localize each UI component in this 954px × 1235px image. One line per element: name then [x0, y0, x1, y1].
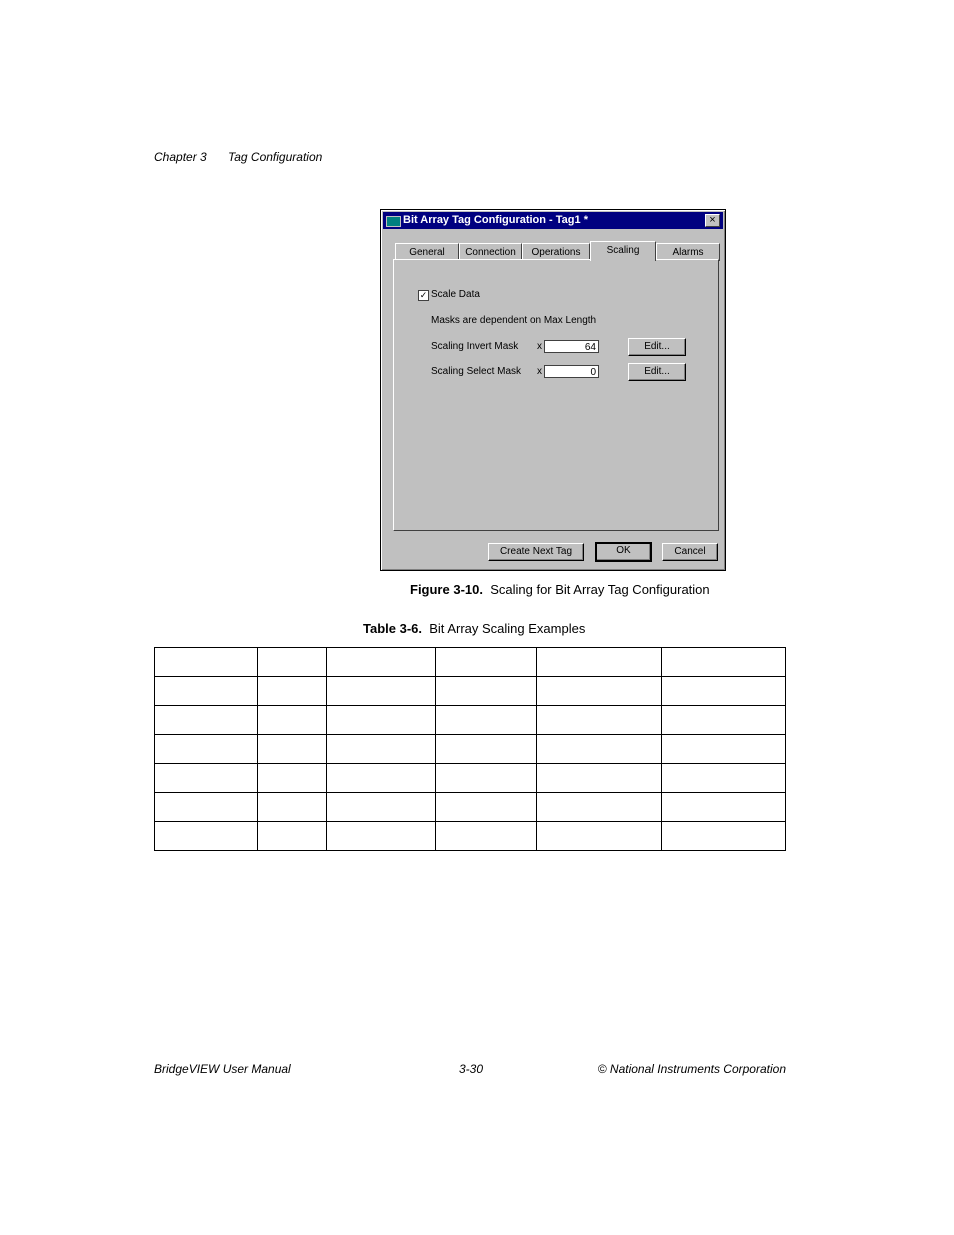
table-row	[155, 764, 786, 793]
dialog-title: Bit Array Tag Configuration - Tag1 *	[403, 214, 588, 226]
table-number: Table 3-6.	[363, 621, 423, 636]
table-row	[155, 822, 786, 851]
figure-caption	[410, 582, 710, 597]
tab-alarms[interactable]: Alarms	[656, 243, 720, 261]
invert-mask-prefix: x	[537, 341, 542, 352]
tab-operations[interactable]: Operations	[522, 243, 590, 261]
masks-note: Masks are dependent on Max Length	[431, 315, 597, 326]
table-row	[155, 677, 786, 706]
select-mask-edit-button[interactable]: Edit...	[628, 363, 686, 381]
tab-scaling[interactable]: Scaling	[590, 241, 656, 261]
scale-data-label: Scale Data	[431, 289, 480, 300]
table-row	[155, 793, 786, 822]
select-mask-prefix: x	[537, 366, 542, 377]
table-row	[155, 648, 786, 677]
app-icon	[386, 216, 401, 227]
tab-general[interactable]: General	[395, 243, 459, 261]
footer-manual-title: BridgeVIEW User Manual	[154, 1062, 291, 1076]
ok-button[interactable]: OK	[595, 542, 652, 562]
footer-copyright: © National Instruments Corporation	[597, 1062, 786, 1076]
table-row	[155, 706, 786, 735]
section-label: Tag Configuration	[228, 150, 323, 164]
table-caption-text: Bit Array Scaling Examples	[429, 621, 586, 636]
chapter-label: Chapter 3	[154, 150, 207, 164]
table-caption	[363, 621, 585, 636]
tab-connection[interactable]: Connection	[459, 243, 522, 261]
scaling-examples-table	[154, 647, 786, 851]
select-mask-label: Scaling Select Mask	[431, 366, 522, 377]
invert-mask-edit-button[interactable]: Edit...	[628, 338, 686, 356]
invert-mask-input[interactable]: 64	[544, 340, 599, 353]
footer-page-number: 3-30	[459, 1062, 484, 1076]
invert-mask-label: Scaling Invert Mask	[431, 341, 519, 352]
create-next-tag-button[interactable]: Create Next Tag	[488, 543, 584, 561]
figure-caption-text: Scaling for Bit Array Tag Configuration	[490, 582, 710, 597]
select-mask-input[interactable]: 0	[544, 365, 599, 378]
scaling-panel	[393, 259, 719, 531]
figure-number: Figure 3-10.	[410, 582, 483, 597]
dialog-titlebar	[383, 212, 723, 229]
scale-data-checkbox[interactable]: ✓	[419, 290, 428, 300]
table-row	[155, 735, 786, 764]
bit-array-tag-dialog	[380, 209, 726, 571]
close-icon[interactable]: ×	[705, 214, 720, 227]
cancel-button[interactable]: Cancel	[662, 543, 718, 561]
